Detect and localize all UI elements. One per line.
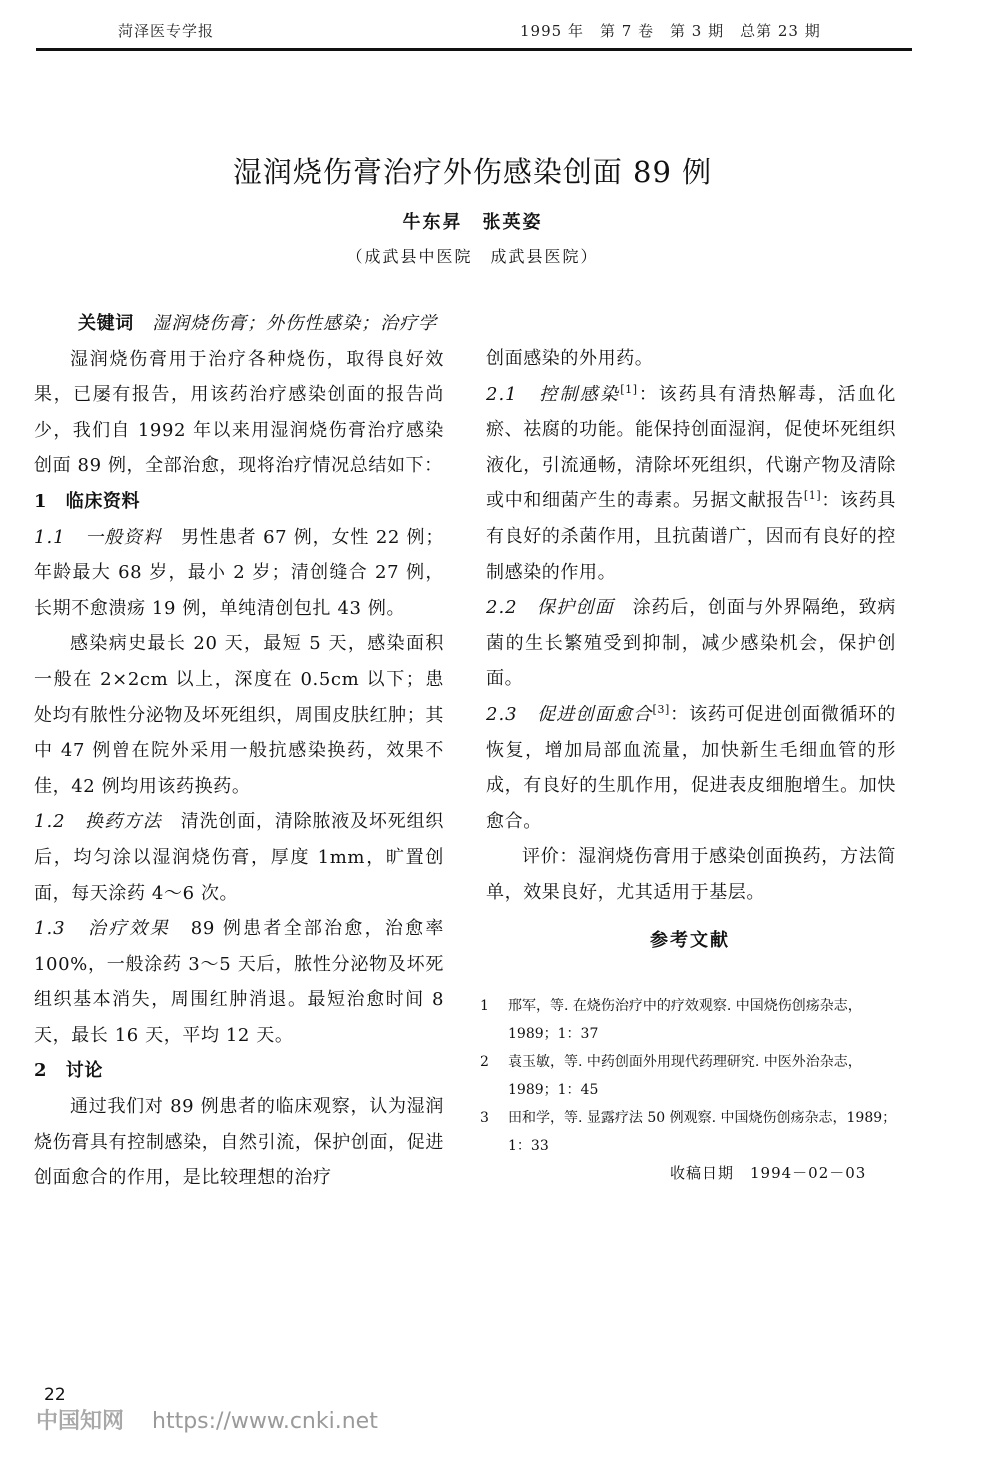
reference-item xyxy=(480,1048,900,1104)
section-2-heading: 2 讨论 xyxy=(34,1060,103,1082)
citation-ref: [3] xyxy=(652,702,670,716)
intro-paragraph: 湿润烧伤膏用于治疗各种烧伤，取得良好效果，已屡有报告，用该药治疗感染创面的报告尚少，我们自 1992 年以来用湿润烧伤膏治疗感染创面 89 例，全部治愈，现将治疗情况总结如下： xyxy=(34,348,444,477)
evaluation-paragraph: 评价：湿润烧伤膏用于感染创面换药，方法简单，效果良好，尤其适用于基层。 xyxy=(486,846,896,903)
section-1-1-label: 1.1 一般资料 xyxy=(34,526,163,548)
left-column xyxy=(34,306,444,1196)
section-1-1 xyxy=(34,520,444,627)
reference-text: 袁玉敏，等. 中药创面外用现代药理研究. 中医外治杂志，1989；1：45 xyxy=(508,1054,862,1098)
section-1-2-label: 1.2 换药方法 xyxy=(34,811,162,833)
section-2-3-text: ：该药可促进创面微循环的恢复，增加局部血流量，加快新生毛细血管的形成，有良好的生肌作用，促进表皮细胞增生。加快愈合。 xyxy=(486,703,896,832)
section-1-1-text: 男性患者 67 例，女性 22 例；年龄最大 68 岁，最小 2 岁；清创缝合 27 例，长期不愈溃疡 19 例，单纯清创包扎 43 例。 xyxy=(34,526,444,619)
reference-number: 3 xyxy=(480,1110,489,1126)
reference-item xyxy=(480,992,900,1048)
page-number: 22 xyxy=(44,1385,66,1405)
keywords-text: 湿润烧伤膏；外伤性感染；治疗学 xyxy=(152,313,438,334)
references-heading: 参考文献 xyxy=(650,930,730,951)
journal-name: 菏泽医专学报 xyxy=(118,22,215,40)
header-rule xyxy=(36,48,912,51)
section-1-2-text: 清洗创面，清除脓液及坏死组织后，均匀涂以湿润烧伤膏，厚度 1mm，旷置创面，每天涂药 4～6 次。 xyxy=(34,811,444,904)
reference-text: 田和学，等. 显露疗法 50 例观察. 中国烧伤创疡杂志，1989；1：33 xyxy=(508,1110,897,1154)
history-paragraph: 感染病史最长 20 天，最短 5 天，感染面积一般在 2×2cm 以上，深度在 0.5cm 以下；患处均有脓性分泌物及坏死组织，周围皮肤红肿；其中 47 例曾在院外采用一般抗感染换药，效果不佳，42 例均用该药换药。 xyxy=(34,633,444,797)
keywords-label: 关键词 xyxy=(78,313,134,334)
right-column xyxy=(486,341,896,911)
section-1-heading: 1 临床资料 xyxy=(34,490,141,512)
reference-text: 邢军，等. 在烧伤治疗中的疗效观察. 中国烧伤创疡杂志，1989；1：37 xyxy=(508,998,862,1042)
section-1-2 xyxy=(34,804,444,911)
article-authors: 牛东昇 张英姿 xyxy=(402,212,543,233)
reference-list xyxy=(480,992,900,1160)
section-2-1-text-a: ：该药具有清热解毒，活血化瘀、祛腐的功能。能保持创面湿润，促使坏死组织液化，引流通畅，清除坏死组织，代谢产物及清除或中和细菌产生的毒素。另据文献报告 xyxy=(486,383,896,512)
section-2-2 xyxy=(486,590,896,697)
citation-ref: [1] xyxy=(620,382,638,396)
article-title: 湿润烧伤膏治疗外伤感染创面 89 例 xyxy=(232,155,713,189)
citation-ref: [1] xyxy=(803,489,822,503)
cnki-watermark xyxy=(36,1404,378,1435)
author-affiliation: （成武县中医院 成武县医院） xyxy=(346,247,599,266)
section-2-3-label: 2.3 促进创面愈合 xyxy=(486,703,653,725)
issue-info: 1995 年 第 7 卷 第 3 期 总第 23 期 xyxy=(520,22,821,40)
section-2-2-label: 2.2 保护创面 xyxy=(486,597,614,619)
cnki-logo: 中国知网 xyxy=(36,1409,125,1434)
section-2-2-text: 涂药后，创面与外界隔绝，致病菌的生长繁殖受到抑制，减少感染机会，保护创面。 xyxy=(486,597,896,690)
keywords-line xyxy=(34,306,444,342)
continued-text: 创面感染的外用药。 xyxy=(486,348,654,369)
section-1-3 xyxy=(34,911,444,1053)
reference-number: 1 xyxy=(480,998,489,1014)
section-2-1-text-b: ：该药具有良好的杀菌作用，且抗菌谱广，因而有良好的控制感染的作用。 xyxy=(486,490,896,583)
reference-number: 2 xyxy=(480,1054,489,1070)
cnki-url: https://www.cnki.net xyxy=(152,1409,378,1434)
discussion-paragraph: 通过我们对 89 例患者的临床观察，认为湿润烧伤膏具有控制感染，自然引流，保护创面，促进创面愈合的作用，是比较理想的治疗 xyxy=(34,1096,444,1189)
section-1-3-label: 1.3 治疗效果 xyxy=(34,918,171,940)
reference-item xyxy=(480,1104,900,1160)
section-2-3 xyxy=(486,697,896,839)
section-1-3-text: 89 例患者全部治愈，治愈率 100%，一般涂药 3～5 天后，脓性分泌物及坏死组织基本消失，周围红肿消退。最短治愈时间 8 天，最长 16 天，平均 12 天。 xyxy=(34,918,444,1046)
received-date: 收稿日期 1994－02－03 xyxy=(670,1164,867,1182)
section-2-1 xyxy=(486,377,896,591)
section-2-1-label: 2.1 控制感染 xyxy=(486,383,621,405)
